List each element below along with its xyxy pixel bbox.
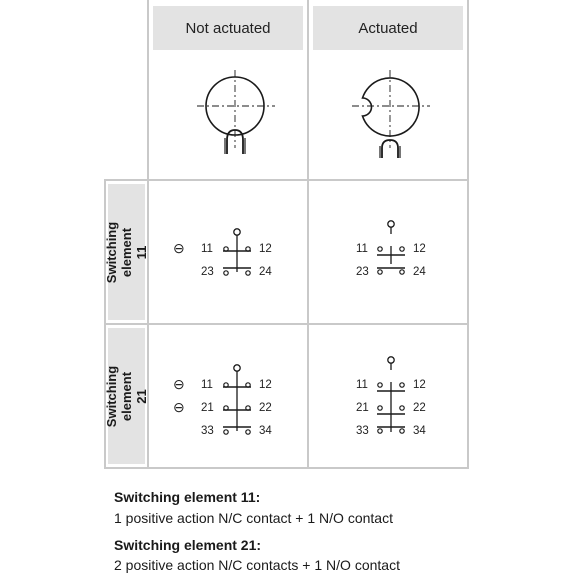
- terminal-number: 23: [356, 266, 369, 278]
- grid-line: [307, 0, 309, 469]
- terminal-number: 23: [201, 266, 214, 278]
- note-title: Switching element 21:: [114, 537, 262, 553]
- grid-line: [106, 467, 469, 469]
- grid-line: [106, 323, 469, 325]
- row-label-switching-element-21: [104, 328, 150, 464]
- cam-not-actuated-diagram: [195, 68, 277, 156]
- terminal-number: 21: [356, 402, 369, 414]
- positive-action-icon: ⊖: [173, 399, 185, 415]
- terminal-number: 11: [201, 379, 213, 391]
- terminal-number: 24: [259, 266, 272, 278]
- row-label-text: Switching element 21: [104, 365, 150, 427]
- terminal-number: 33: [201, 425, 214, 437]
- contact-symbol-not-actuated: [221, 224, 255, 280]
- terminal-number: 22: [413, 402, 426, 414]
- column-header-not-actuated: [153, 6, 303, 50]
- grid-line: [106, 179, 469, 181]
- contact-symbol-not-actuated: [221, 360, 255, 440]
- terminal-number: 12: [259, 243, 272, 255]
- terminal-number: 21: [201, 402, 214, 414]
- terminal-number: 34: [259, 425, 272, 437]
- cam-actuated-diagram: [350, 68, 432, 160]
- row-label-text: Switching element 11: [104, 221, 150, 283]
- terminal-number: 11: [356, 243, 368, 255]
- terminal-number: 12: [259, 379, 272, 391]
- contact-symbol-actuated: [375, 216, 409, 280]
- terminal-number: 22: [259, 402, 272, 414]
- terminal-number: 11: [356, 379, 368, 391]
- terminal-number: 12: [413, 243, 426, 255]
- terminal-number: 11: [201, 243, 213, 255]
- note-description: 2 positive action N/C contacts + 1 N/O contact: [114, 557, 400, 573]
- terminal-number: 12: [413, 379, 426, 391]
- positive-action-icon: ⊖: [173, 240, 185, 256]
- column-header-actuated: [313, 6, 463, 50]
- column-header-label: Actuated: [358, 19, 418, 37]
- positive-action-icon: ⊖: [173, 376, 185, 392]
- terminal-number: 33: [356, 425, 369, 437]
- contact-symbol-actuated: [375, 352, 409, 440]
- grid-line: [467, 0, 469, 469]
- terminal-number: 34: [413, 425, 426, 437]
- note-description: 1 positive action N/C contact + 1 N/O contact: [114, 510, 393, 526]
- note-title: Switching element 11:: [114, 489, 261, 505]
- column-header-label: Not actuated: [185, 19, 271, 37]
- terminal-number: 24: [413, 266, 426, 278]
- row-label-switching-element-11: [104, 184, 150, 320]
